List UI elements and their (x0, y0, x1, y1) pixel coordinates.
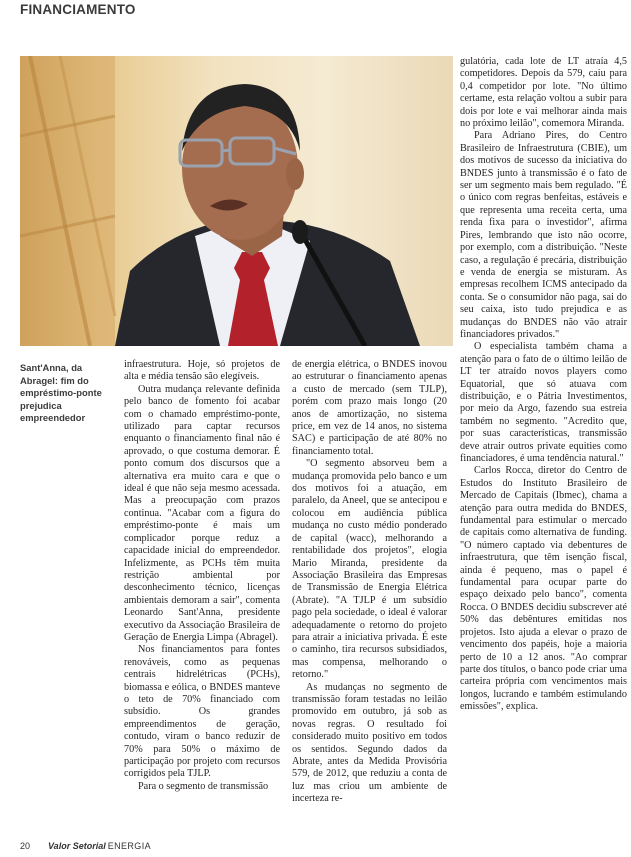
photo-caption: Sant'Anna, da Abragel: fim do empréstimo-ponte prejudica empreendedor (20, 362, 102, 423)
paragraph: Nos financiamentos para fontes renováveis, como as pequenas centrais hidrelétricas (PCHs), biomassa e eólica, o BNDES manteve o teto de 70% financiado com subsídio. Os grandes empreendimentos de geração, contudo, viram o banco reduzir de 70% para 50% o máximo de participação por projeto com recursos corrigidos pela TJLP. (124, 644, 280, 780)
portrait-photo (20, 56, 453, 346)
section-title: FINANCIAMENTO (20, 2, 136, 17)
paragraph: de energia elétrica, o BNDES inovou ao estruturar o financiamento apenas a custo de mercado (sem TJLP), porém com prazo mais longo (20 anos de amortização, no sistema price, em vez de 14 anos, no sistema SAC) e participação de até 80% no financiamento total. (292, 359, 447, 457)
paragraph: Para Adriano Pires, do Centro Brasileiro de Infraestrutura (CBIE), um dos motivos de sucesso da iniciativa do BNDES junto à transmissão é o fato de ser um segmento mais bem regulado. "É o único com regras benfeitas, estáveis e que representa uma receita certa, uma renda fixa para o investidor", afirma Pires, lembrando que isto não ocorre, por exemplo, com a distribuição. "Neste caso, a regulação é precária, distribuição e venda de energia se misturam. As empresas recolhem ICMS antecipado da conta. Se o consumidor não paga, sai do seu caixa, isto tudo prejudica e as mudanças do BNDES não vão atrair financiadores privados." (460, 130, 627, 340)
paragraph: O especialista também chama a atenção para o fato de o último leilão de LT ter atraído novos players como Equatorial, que só atuava com distribuição, e o Pátria Investimentos, por meio da Argo, fazendo sua estreia também no segmento. "Acredito que, por suas características, transmissão deve atrair outros private equities como financiadores, é uma tendência natural." (460, 341, 627, 464)
paragraph: Carlos Rocca, diretor do Centro de Estudos do Instituto Brasileiro de Mercado de Capitais (Ibmec), chama a atenção para outra medida do BNDES, fundamental para estimular o mercado de capitais como alternativa de funding. "O número captado via debentures de infraestrutura, que têm isenção fiscal, ainda é pequeno, mas o papel é fundamental para ocupar parte do espaço deixado pelo banco", comenta Rocca. O BNDES decidiu subscrever até 50% das debêntures emitidas nos projetos. Isto ajuda a elevar o prazo de vencimento dos papéis, hoje a maioria perto de 10 a 12 anos. "Ao comprar parte dos títulos, o banco pode criar uma carteira própria com vencimentos mais longos, lucrando e também estimulando emissões", explica. (460, 465, 627, 713)
page-footer (20, 841, 151, 851)
text-column-3 (460, 56, 627, 714)
paragraph: Outra mudança relevante definida pelo banco de fomento foi acabar com o chamado empréstimo-ponte, utilizado para captar recursos enquanto o financiamento final não é aprovado, o que costuma demorar. É ponto comum dos discursos que a alternativa era muito cara e que o ideal é que não seja mesmo acessada. Mas a preocupação com prazos continua. "Acabar com a figura do empréstimo-ponte é mais um complicador porque reduz a capacidade inicial do empreendedor. Infelizmente, as PCHs têm muita restrição ambiental por desconhecimento técnico, licenças ambientais demoram a sair", comenta Leonardo Sant'Anna, presidente executivo da Associação Brasileira de Geração de Energia Limpa (Abragel). (124, 383, 280, 643)
text-column-2 (292, 359, 447, 806)
publication-section: ENERGIA (107, 841, 152, 851)
paragraph: Para o segmento de transmissão (138, 780, 269, 792)
paragraph: gulatória, cada lote de LT atraía 4,5 competidores. Depois da 579, caiu para 0,4 competidor por lote. "No último certame, esta relação voltou a subir para dois por lote e vai melhorar ainda mais no próximo leilão", comemora Miranda. (460, 56, 627, 130)
text-column-1 (124, 359, 280, 793)
paragraph: infraestrutura. Hoje, só projetos de alta e média tensão são elegíveis. (124, 359, 280, 383)
page-number: 20 (20, 841, 31, 851)
publication-name: Valor Setorial (48, 841, 106, 851)
paragraph: "O segmento absorveu bem a mudança promovida pelo banco e um dos motivos foi a atuação, em paralelo, da Aneel, que se antecipou e colocou em audiência pública mudança no custo médio ponderado de capital (wacc), melhorando a rentabilidade dos projetos", elogia Mario Miranda, presidente da Associação Brasileira das Empresas de Transmissão de Energia Elétrica (Abrate). "A TJLP é um subsídio pago pela sociedade, o ideal é valorar adequadamente o retorno do projeto para atrair a iniciativa privada. É este o caminho, tira recursos subsidiados, mas compensa, melhorando o retorno." (292, 458, 447, 681)
paragraph: As mudanças no segmento de transmissão foram testadas no leilão promovido em outubro, já sob as novas regras. O resultado foi considerado muito positivo em todos os sentidos. Segundo dados da Abrate, antes da Medida Provisória 579, de 2012, que reduziu a conta de luz mas criou um ambiente de incerteza re- (292, 681, 447, 805)
portrait-illustration (20, 56, 453, 346)
